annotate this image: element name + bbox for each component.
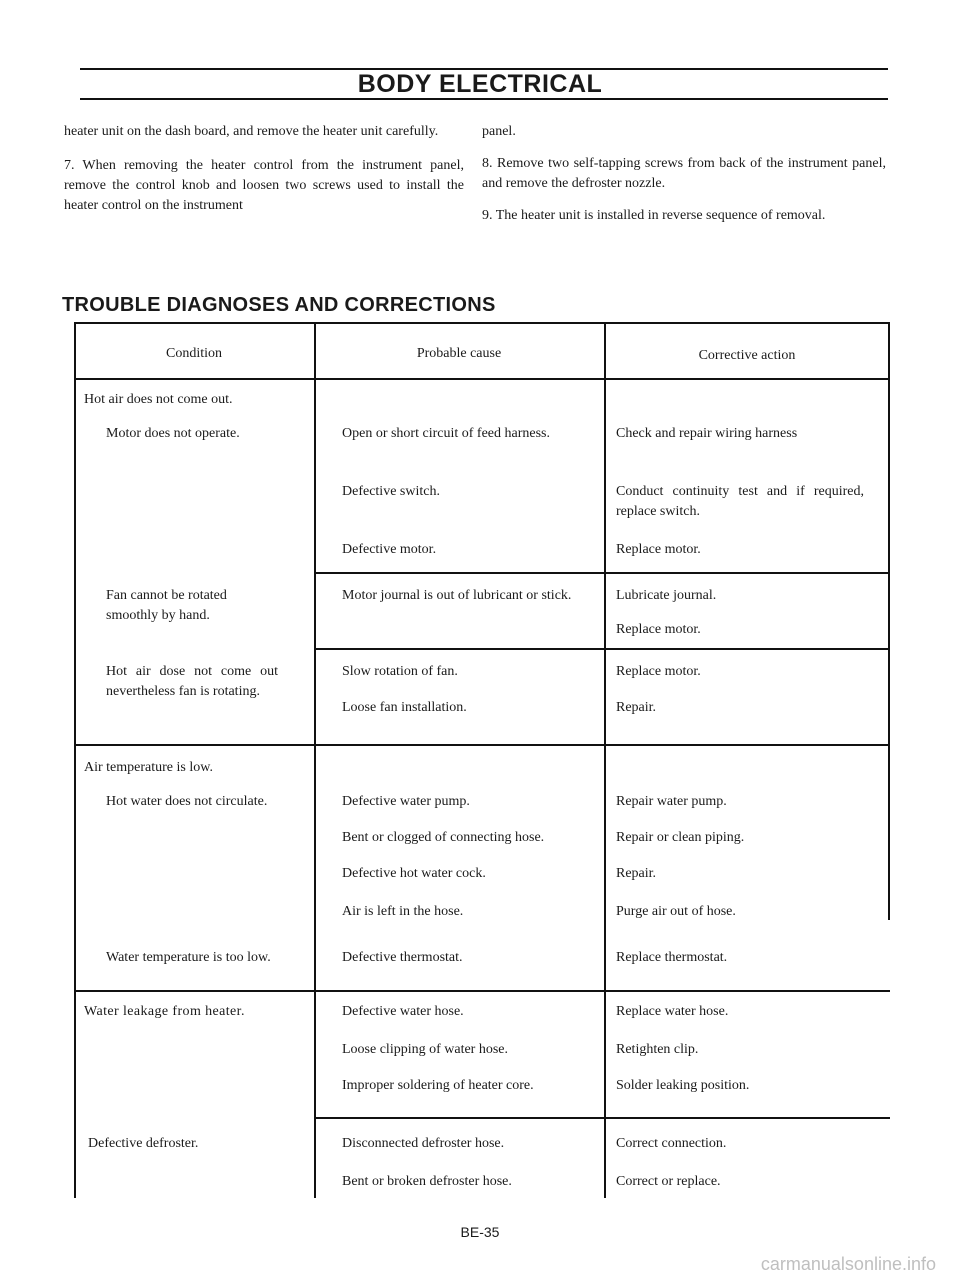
action-solder-leak: Solder leaking position. (616, 1078, 750, 1093)
table-column-divider (314, 322, 316, 1198)
cause-air-in-hose: Air is left in the hose. (342, 904, 464, 919)
cause-slow-fan-rotation: Slow rotation of fan. (342, 664, 458, 679)
action-repair-clean-piping: Repair or clean piping. (616, 830, 745, 845)
table-row-rule (314, 648, 890, 650)
condition-hot-water-not-circulating: Hot water does not circulate. (106, 794, 268, 809)
action-repair: Repair. (616, 866, 657, 881)
intro-paragraph-step-9: 9. The heater unit is installed in reverse sequence of removal. (482, 208, 826, 223)
action-purge-air: Purge air out of hose. (616, 904, 736, 919)
intro-right-column (482, 122, 886, 226)
table-row-rule (314, 572, 890, 574)
condition-water-leakage: Water leakage from heater. (84, 1004, 245, 1019)
cause-defective-water-hose: Defective water hose. (342, 1004, 464, 1019)
intro-paragraph-step-7: 7. When removing the heater control from the instrument panel, remove the control knob and loosen two screws used to install the heater control on the instrument (64, 158, 464, 213)
intro-paragraph-continued: panel. (482, 124, 516, 139)
cause-defective-switch: Defective switch. (342, 484, 440, 499)
page-number: BE-35 (460, 1224, 500, 1240)
header-title: BODY ELECTRICAL (348, 70, 613, 98)
action-lubricate-journal: Lubricate journal. (616, 588, 717, 603)
action-repair: Repair. (616, 700, 657, 715)
section-title: TROUBLE DIAGNOSES AND CORRECTIONS (62, 294, 496, 316)
trouble-table (74, 322, 890, 1198)
action-continuity-test: Conduct continuity test and if required, replace switch. (616, 484, 864, 519)
table-border-top (74, 322, 890, 324)
action-check-repair-harness: Check and repair wiring harness (616, 426, 798, 441)
watermark: carmanualsonline.info (760, 1254, 936, 1274)
cause-bent-broken-defroster-hose: Bent or broken defroster hose. (342, 1174, 512, 1189)
cause-defective-water-cock: Defective hot water cock. (342, 866, 486, 881)
intro-paragraph: heater unit on the dash board, and remove the heater unit carefully. (64, 124, 439, 139)
action-correct-connection: Correct connection. (616, 1136, 727, 1151)
condition-defective-defroster: Defective defroster. (88, 1136, 199, 1151)
cause-defective-motor: Defective motor. (342, 542, 437, 557)
cause-loose-fan-installation: Loose fan installation. (342, 700, 467, 715)
condition-low-water-temperature: Water temperature is too low. (106, 950, 271, 965)
table-row-rule (74, 990, 890, 992)
table-border-right (888, 322, 890, 920)
intro-left-column (64, 122, 464, 216)
action-replace-motor: Replace motor. (616, 542, 701, 557)
action-replace-motor: Replace motor. (616, 622, 701, 637)
table-row-rule (74, 744, 890, 746)
action-replace-motor: Replace motor. (616, 664, 701, 679)
action-replace-thermostat: Replace thermostat. (616, 950, 728, 965)
page-header (0, 70, 960, 99)
cause-defective-water-pump: Defective water pump. (342, 794, 470, 809)
action-repair-water-pump: Repair water pump. (616, 794, 727, 809)
column-header-probable-cause: Probable cause (416, 346, 502, 361)
header-rule-bottom (80, 98, 888, 100)
cause-defective-thermostat: Defective thermostat. (342, 950, 463, 965)
table-column-divider (604, 322, 606, 1198)
table-row-rule (314, 1117, 890, 1119)
action-correct-or-replace: Correct or replace. (616, 1174, 721, 1189)
cause-improper-soldering: Improper soldering of heater core. (342, 1078, 534, 1093)
condition-hot-air-no-output: Hot air does not come out. (84, 392, 233, 407)
cause-open-short-circuit: Open or short circuit of feed harness. (342, 426, 550, 441)
intro-paragraph-step-8: 8. Remove two self-tapping screws from back of the instrument panel, and remove the defroster nozzle. (482, 156, 886, 191)
table-border-left (74, 322, 76, 1198)
action-retighten-clip: Retighten clip. (616, 1042, 699, 1057)
table-header-rule (74, 378, 890, 380)
column-header-condition: Condition (165, 346, 222, 361)
action-replace-water-hose: Replace water hose. (616, 1004, 729, 1019)
cause-loose-clipping: Loose clipping of water hose. (342, 1042, 509, 1057)
condition-low-air-temperature: Air temperature is low. (84, 760, 213, 775)
condition-fan-not-rotating: Fan cannot be rotated smoothly by hand. (106, 588, 227, 623)
column-header-corrective-action: Corrective action (698, 348, 796, 363)
cause-disconnected-defroster-hose: Disconnected defroster hose. (342, 1136, 505, 1151)
cause-motor-journal: Motor journal is out of lubricant or stick. (342, 588, 572, 603)
condition-motor-not-operating: Motor does not operate. (106, 426, 240, 441)
cause-bent-clogged-hose: Bent or clogged of connecting hose. (342, 830, 545, 845)
condition-fan-rotating-no-hot-air: Hot air dose not come out nevertheless fan is rotating. (106, 664, 278, 699)
